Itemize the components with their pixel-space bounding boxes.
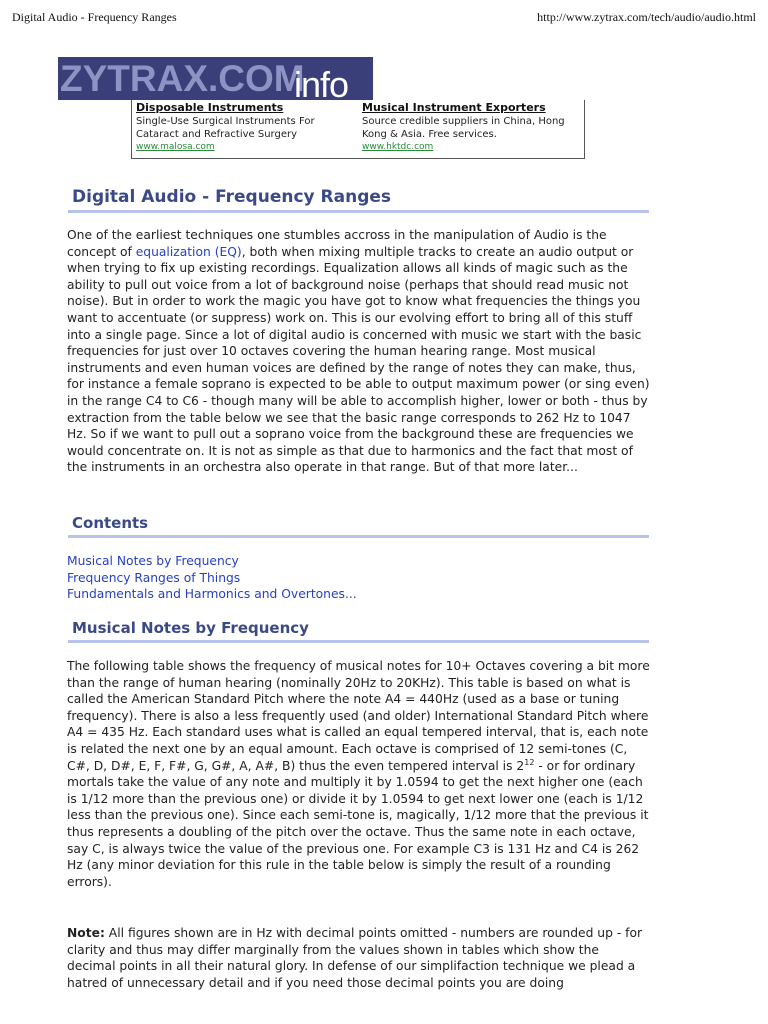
ad-description: Single-Use Surgical Instruments For Cataract and Refractive Surgery (136, 116, 315, 140)
ad-title[interactable]: Disposable Instruments (136, 101, 284, 114)
print-header-url: http://www.zytrax.com/tech/audio/audio.html (537, 10, 756, 24)
toc-link-frequency-ranges[interactable]: Frequency Ranges of Things (67, 570, 241, 585)
toc-link-musical-notes[interactable]: Musical Notes by Frequency (67, 554, 239, 568)
print-header-title: Digital Audio - Frequency Ranges (12, 10, 177, 24)
contents-heading: Contents (72, 514, 149, 532)
site-logo[interactable] (58, 57, 373, 100)
ad-box (131, 100, 585, 159)
musical-notes-divider (68, 640, 649, 643)
ad-url[interactable]: www.hktdc.com (362, 142, 434, 152)
musical-notes-paragraph (67, 658, 651, 890)
ad-description: Source credible suppliers in China, Hong Kong & Asia. Free services. (362, 116, 565, 140)
notes-text-end: - or for ordinary mortals take the value of any note and multiply it by 1.0594 to get the next higher one (each is 1/12 more than the previous one) or divide it by 1.0594 to get next lower one (each is 1/12 less than the previous one). Since each semi-tone is, magically, 1/12 more that the previous it thus represents a doubling of the pitch over the octave. Thus the same note in each octave, say C, is always twice the value of the previous one. For example C3 is 131 Hz and C4 is 262 Hz (any minor deviation for this rule in the table below is simply the result of a rounding errors). (67, 758, 649, 889)
ad-item[interactable] (136, 101, 358, 154)
title-divider (68, 210, 649, 213)
page-title: Digital Audio - Frequency Ranges (72, 187, 392, 207)
logo-subtext: info (294, 64, 349, 100)
logo-text: ZYTRAX.COM (60, 58, 305, 99)
note-text: All figures shown are in Hz with decimal points omitted - numbers are rounded up - for clarity and thus may differ marginally from the values shown in tables which show the decimal points in all their natural glory. In defense of our simplifaction technique we plead a hatred of unnecessary detail and if you need those decimal points you are doing (67, 926, 643, 990)
intro-text-end: , both when mixing multiple tracks to create an audio output or when trying to fix up existing recordings. Equalization allows all kinds of magic such as the ability to pull out voice from a lot of background noise (perhaps that should read music not noise). But in order to work the magic you have got to know what frequencies the things you want to accentuate (or suppress) work on. This is our evolving effort to bring all of this stuff into a single page. Since a lot of digital audio is concerned with music we start with the basic frequencies for just over 10 octaves covering the human hearing range. Most musical instruments and even human voices are defined by the range of notes they can make, thus, for instance a female soprano is expected to be able to output maximum power (or sing even) in the range C4 to C6 - though many will be able to accomplish higher, lower or both - thus by extraction from the table below we see that the basic range corresponds to 262 Hz to 1047 Hz. So if we want to pull out a soprano voice from the background these are frequencies we would concentrate on. It is not as simple as that due to harmonics and the fact that most of the instruments in an orchestra also operate in that range. But of that more later... (67, 244, 650, 475)
ad-title[interactable]: Musical Instrument Exporters (362, 101, 546, 114)
toc-link-harmonics[interactable]: Fundamentals and Harmonics and Overtones... (67, 587, 357, 602)
musical-notes-heading: Musical Notes by Frequency (72, 619, 309, 637)
contents-divider (68, 535, 649, 538)
table-of-contents (67, 553, 357, 603)
intro-text-start: One of the earliest techniques one stumbles accross in the manipulation of Audio is the concept of (67, 228, 607, 259)
note-label: Note: (67, 926, 105, 940)
note-paragraph (67, 925, 651, 991)
ad-url[interactable]: www.malosa.com (136, 142, 215, 152)
exponent: 12 (524, 757, 535, 767)
notes-text-start: The following table shows the frequency of musical notes for 10+ Octaves covering a bit more than the range of human hearing (nominally 20Hz to 20KHz). This table is based on what is called the American Standard Pitch where the note A4 = 440Hz (used as a base or tuning frequency). There is also a less frequently used (and older) International Standard Pitch where A4 = 435 Hz. Each standard uses what is called an equal tempered interval, that is, each note is related the next one by an equal amount. Each octave is comprised of 12 semi-tones (C, C#, D, D#, E, F, F#, G, G#, A, A#, B) thus the even tempered interval is 2 (67, 659, 650, 773)
equalization-link[interactable]: equalization (EQ) (135, 244, 242, 259)
ad-item[interactable] (362, 101, 584, 154)
intro-paragraph (67, 227, 651, 476)
